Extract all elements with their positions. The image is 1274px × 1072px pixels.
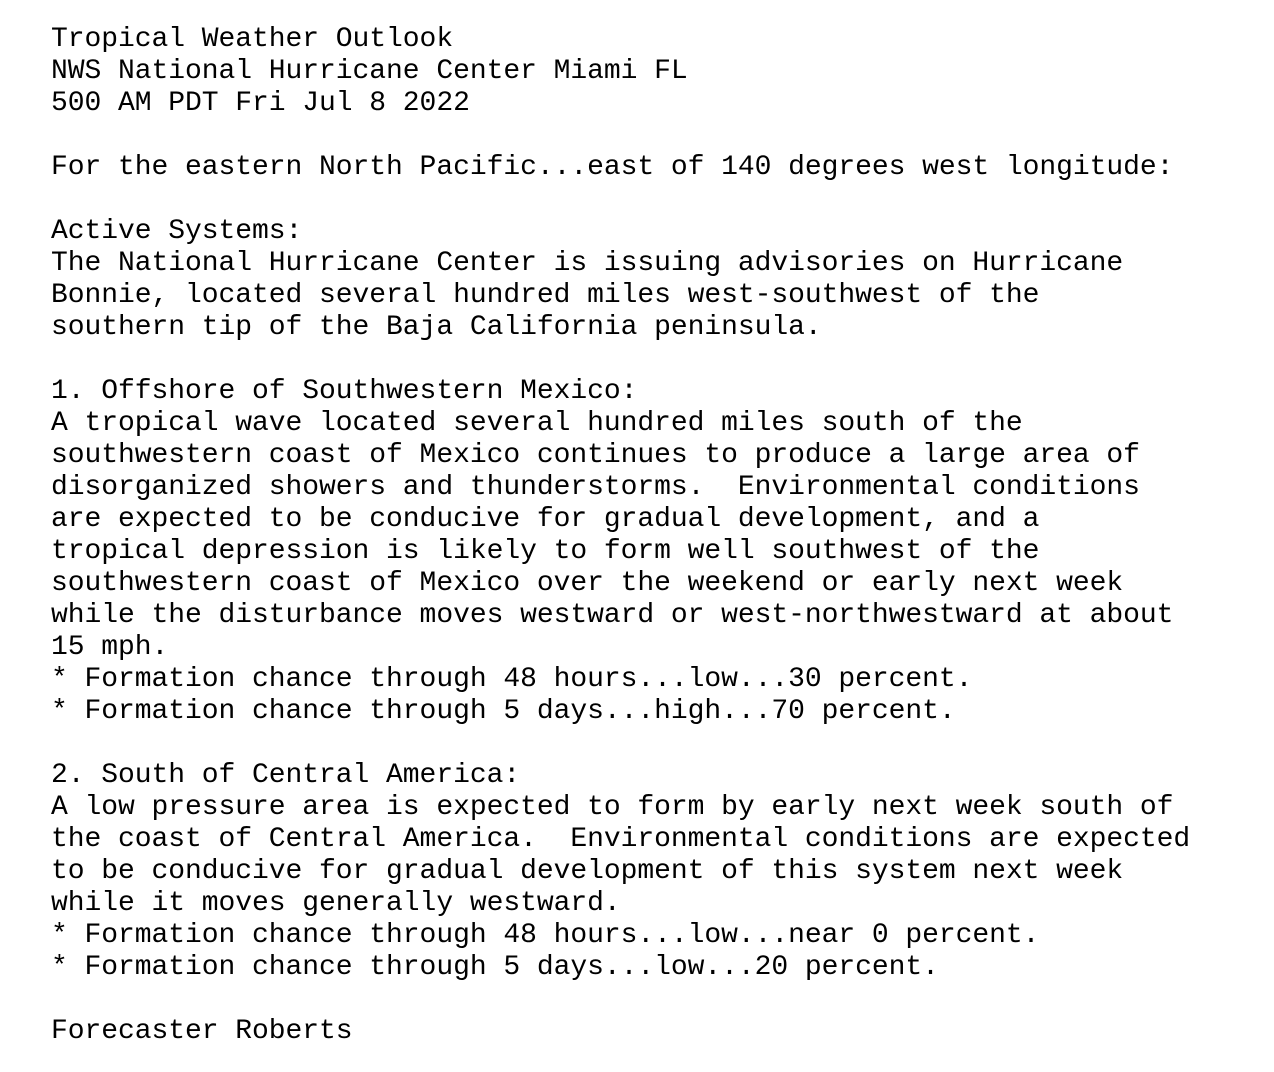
blank-line [51, 344, 1261, 376]
system-1-text: southwestern coast of Mexico over the weekend or early next week [51, 568, 1124, 599]
system-2-chance-48h: * Formation chance through 48 hours...low...near 0 percent. [51, 920, 1040, 951]
outlook-document [51, 24, 1261, 1048]
forecaster-signature: Forecaster Roberts [51, 1016, 353, 1047]
blank-line [51, 120, 1261, 152]
system-1-text: are expected to be conducive for gradual development, and a [51, 504, 1040, 535]
system-1-heading: 1. Offshore of Southwestern Mexico: [51, 376, 638, 407]
active-systems-heading: Active Systems: [51, 216, 303, 247]
blank-line [51, 984, 1261, 1016]
system-2-heading: 2. South of Central America: [51, 760, 521, 791]
system-2-text: while it moves generally westward. [51, 888, 621, 919]
system-2-text: the coast of Central America. Environmental conditions are expected [51, 824, 1191, 855]
issuing-office: NWS National Hurricane Center Miami FL [51, 56, 688, 87]
scope-statement: For the eastern North Pacific...east of 140 degrees west longitude: [51, 152, 1174, 183]
system-1-text: disorganized showers and thunderstorms. Environmental conditions [51, 472, 1140, 503]
blank-line [51, 184, 1261, 216]
system-1-text: 15 mph. [51, 632, 169, 663]
issue-time: 500 AM PDT Fri Jul 8 2022 [51, 88, 470, 119]
document-title: Tropical Weather Outlook [51, 24, 454, 55]
active-systems-text: The National Hurricane Center is issuing advisories on Hurricane [51, 248, 1124, 279]
system-1-chance-5d: * Formation chance through 5 days...high...70 percent. [51, 696, 956, 727]
system-2-text: A low pressure area is expected to form by early next week south of [51, 792, 1174, 823]
system-1-text: while the disturbance moves westward or west-northwestward at about [51, 600, 1174, 631]
system-1-text: southwestern coast of Mexico continues to produce a large area of [51, 440, 1140, 471]
active-systems-text: southern tip of the Baja California peninsula. [51, 312, 822, 343]
system-1-text: A tropical wave located several hundred miles south of the [51, 408, 1023, 439]
system-2-chance-5d: * Formation chance through 5 days...low...20 percent. [51, 952, 939, 983]
blank-line [51, 728, 1261, 760]
system-1-text: tropical depression is likely to form well southwest of the [51, 536, 1040, 567]
system-1-chance-48h: * Formation chance through 48 hours...low...30 percent. [51, 664, 973, 695]
system-2-text: to be conducive for gradual development of this system next week [51, 856, 1124, 887]
active-systems-text: Bonnie, located several hundred miles west-southwest of the [51, 280, 1040, 311]
